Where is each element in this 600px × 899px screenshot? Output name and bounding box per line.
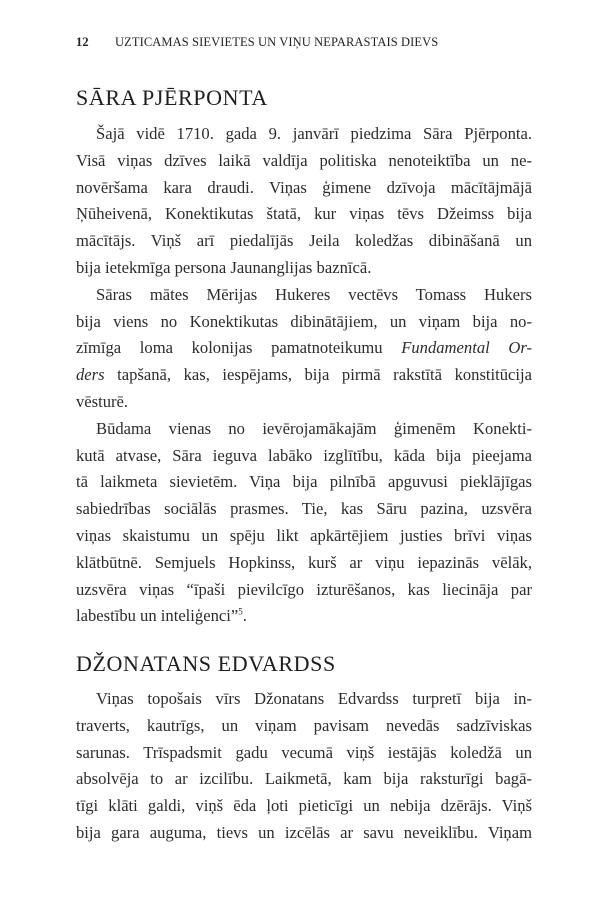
text-line-mixed <box>76 362 532 389</box>
text-line: uzsvēra viņas “īpaši pievilcīgo izturēšanos, kas liecināja par <box>76 579 532 599</box>
text-line: bija ietekmīga persona Jaunanglijas baznīcā. <box>76 257 372 277</box>
text-line: Sāras mātes Mērijas Hukeres vectēvs Tomass Hukers <box>96 284 532 304</box>
section-body-sara <box>76 121 532 630</box>
text-line: mācītājs. Viņš arī piedalījās Jeila koledžas dibināšanā un <box>76 231 532 251</box>
text-line: Būdama vienas no ievērojamākajām ģimenēm Konekti- <box>96 418 532 438</box>
text-line: klātbūtnē. Semjuels Hopkinss, kurš ar viņu iepazinās vēlāk, <box>76 552 532 572</box>
text-line: absolvēja to ar izcilību. Laikmetā, kam bija raksturīgi bagā- <box>76 769 532 789</box>
text-line: sabiedrības sociālās prasmes. Tie, kas Sāru pazina, uzsvēra <box>76 499 532 519</box>
text-line: Šajā vidē 1710. gada 9. janvārī piedzima Sāra Pjērponta. <box>96 124 532 143</box>
text-segment: tapšanā, kas, iespējams, bija pirmā rakstītā konstitūcija <box>104 365 532 385</box>
text-line: Ņūheivenā, Konektikutas štatā, kur viņas tēvs Džeimss bija <box>76 204 532 224</box>
text-line: tā laikmeta sievietēm. Viņa bija pilnībā apguvusi pieklājīgas <box>76 472 532 492</box>
text-line: tīgi klāti galdi, viņš ēda ļoti pieticīgi un nebija dzērājs. Viņš <box>76 796 532 816</box>
italic-title: ders <box>76 365 105 385</box>
text-line-mixed <box>76 603 532 630</box>
text-segment: zīmīga loma kolonijas pamatnoteikumu <box>76 338 402 358</box>
italic-title: Fundamental Or- <box>401 338 532 358</box>
text-line: bija gara auguma, tievs un izcēlās ar savu neveiklību. Viņam <box>76 822 532 842</box>
text-line: vēsturē. <box>76 391 129 411</box>
running-header <box>76 35 540 53</box>
text-line: sarunas. Trīspadsmit gadu vecumā viņš iestājās koledžā un <box>76 742 532 762</box>
section-heading-sara: SĀRA PJĒRPONTA <box>76 85 268 110</box>
footnote-marker: 5 <box>238 606 243 617</box>
section-heading-jonathan: DŽONATANS EDVARDSS <box>76 651 336 676</box>
text-segment: . <box>242 606 247 626</box>
text-line: Viņas topošais vīrs Džonatans Edvardss turpretī bija in- <box>96 689 532 708</box>
text-line: kutā atvase, Sāra ieguva labāko izglītību, kāda bija pieejama <box>76 445 532 465</box>
text-line: traverts, kautrīgs, un viņam pavisam nevedās sadzīviskas <box>76 715 532 735</box>
text-line: viņas skaistumu un spēju likt apkārtējiem justies brīvi viņas <box>76 525 532 545</box>
section-body-jonathan <box>76 686 532 847</box>
book-title: UZTICAMAS SIEVIETES UN VIŅU NEPARASTAIS DIEVS <box>115 35 439 49</box>
page-number: 12 <box>76 35 89 49</box>
text-line: bija viens no Konektikutas dibinātājiem, un viņam bija no- <box>76 311 532 331</box>
text-line: Visā viņas dzīves laikā valdīja politiska nenoteiktība un ne- <box>76 150 532 170</box>
text-line: novēršama kara draudi. Viņas ģimene dzīvoja mācītājmājā <box>76 177 532 197</box>
text-line-mixed <box>76 335 532 362</box>
text-segment: labestību un inteliģenci” <box>76 606 239 626</box>
